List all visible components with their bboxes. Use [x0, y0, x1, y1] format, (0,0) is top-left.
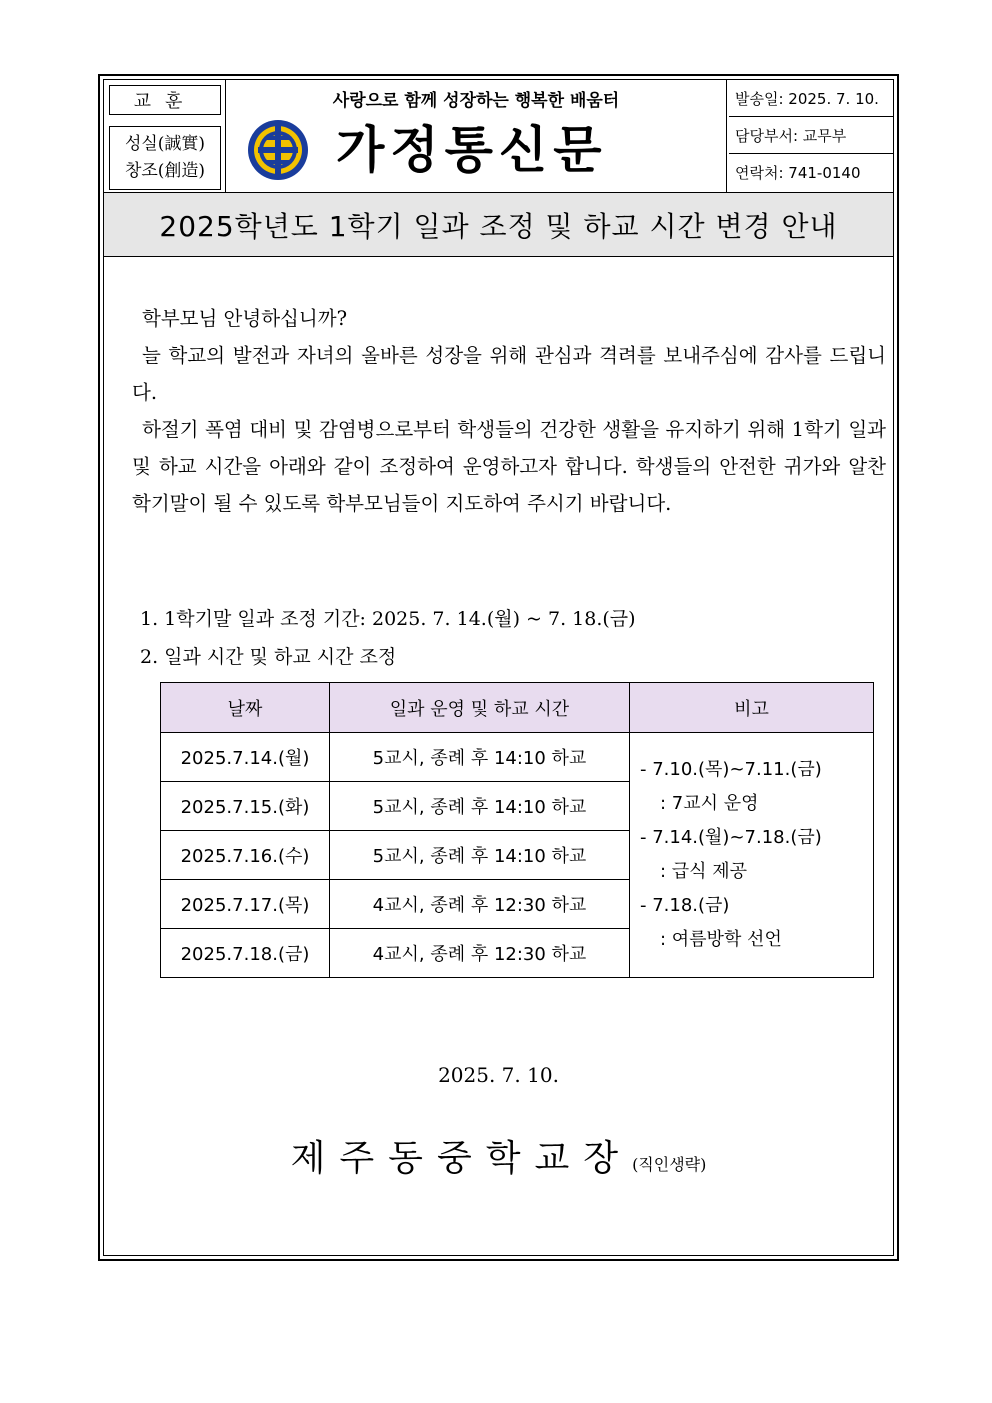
principal-signature [104, 1130, 893, 1181]
note-line: : 7교시 운영 [660, 793, 759, 814]
table-header-row [161, 683, 874, 733]
table-row [161, 733, 874, 782]
note-line: - 7.18.(금) [640, 895, 730, 916]
motto-label: 교훈 [109, 85, 221, 115]
header-schedule: 일과 운영 및 하교 시간 [330, 683, 630, 733]
note-line: - 7.10.(목)~7.11.(금) [640, 759, 822, 780]
row-date: 2025.7.14.(월) [161, 733, 330, 782]
seal-note: (직인생략) [632, 1155, 707, 1174]
greeting: 학부모님 안녕하십니까? [142, 307, 348, 330]
motto-line-2: 창조(創造) [124, 161, 206, 181]
issue-info [729, 80, 893, 192]
row-schedule: 4교시, 종례 후 12:30 하교 [330, 880, 630, 929]
paragraph-1: 늘 학교의 발전과 자녀의 올바른 성장을 위해 관심과 격려를 보내주심에 감사를 드립니다. [132, 344, 886, 404]
list-item-1: 1. 1학기말 일과 조정 기간: 2025. 7. 14.(월) ~ 7. 18.(금) [140, 608, 636, 630]
note-line: : 여름방학 선언 [660, 929, 782, 950]
document-inner-frame [103, 79, 894, 1256]
notes-cell [630, 733, 874, 978]
schedule-table [160, 682, 874, 978]
notice-title: 2025학년도 1학기 일과 조정 및 하교 시간 변경 안내 [104, 192, 893, 257]
header-note: 비고 [630, 683, 874, 733]
row-date: 2025.7.16.(수) [161, 831, 330, 880]
school-logo-icon [246, 118, 310, 182]
header-date: 날짜 [161, 683, 330, 733]
row-schedule: 5교시, 종례 후 14:10 하교 [330, 831, 630, 880]
newsletter-title: 가정통신문 [336, 121, 608, 179]
notice-list [140, 600, 636, 676]
department: 담당부서: 교무부 [729, 117, 893, 154]
note-line: : 급식 제공 [660, 861, 748, 882]
motto-box [109, 126, 221, 190]
list-item-2: 2. 일과 시간 및 하교 시간 조정 [140, 646, 397, 668]
row-schedule: 5교시, 종례 후 14:10 하교 [330, 733, 630, 782]
header [104, 80, 893, 192]
row-date: 2025.7.18.(금) [161, 929, 330, 978]
principal-name: 제주동중학교장 [290, 1138, 633, 1179]
document-frame [98, 74, 899, 1261]
body-text [132, 300, 886, 522]
motto-line-1: 성실(誠實) [124, 134, 206, 154]
row-date: 2025.7.17.(목) [161, 880, 330, 929]
school-slogan: 사랑으로 함께 성장하는 행복한 배움터 [332, 91, 620, 111]
row-schedule: 5교시, 종례 후 14:10 하교 [330, 782, 630, 831]
contact: 연락처: 741-0140 [735, 164, 861, 182]
paragraph-2: 하절기 폭염 대비 및 감염병으로부터 학생들의 건강한 생활을 유지하기 위해 1학기 일과 및 하교 시간을 아래와 같이 조정하여 운영하고자 합니다. 학생들의 안전한 귀가와 알찬 학기말이 될 수 있도록 학부모님들이 지도하여 주시기 바랍니다. [132, 418, 886, 515]
issue-date-footer: 2025. 7. 10. [438, 1063, 559, 1087]
note-line: - 7.14.(월)~7.18.(금) [640, 827, 822, 848]
header-center [225, 80, 727, 192]
row-schedule: 4교시, 종례 후 12:30 하교 [330, 929, 630, 978]
issue-date: 발송일: 2025. 7. 10. [729, 80, 893, 117]
row-date: 2025.7.15.(화) [161, 782, 330, 831]
